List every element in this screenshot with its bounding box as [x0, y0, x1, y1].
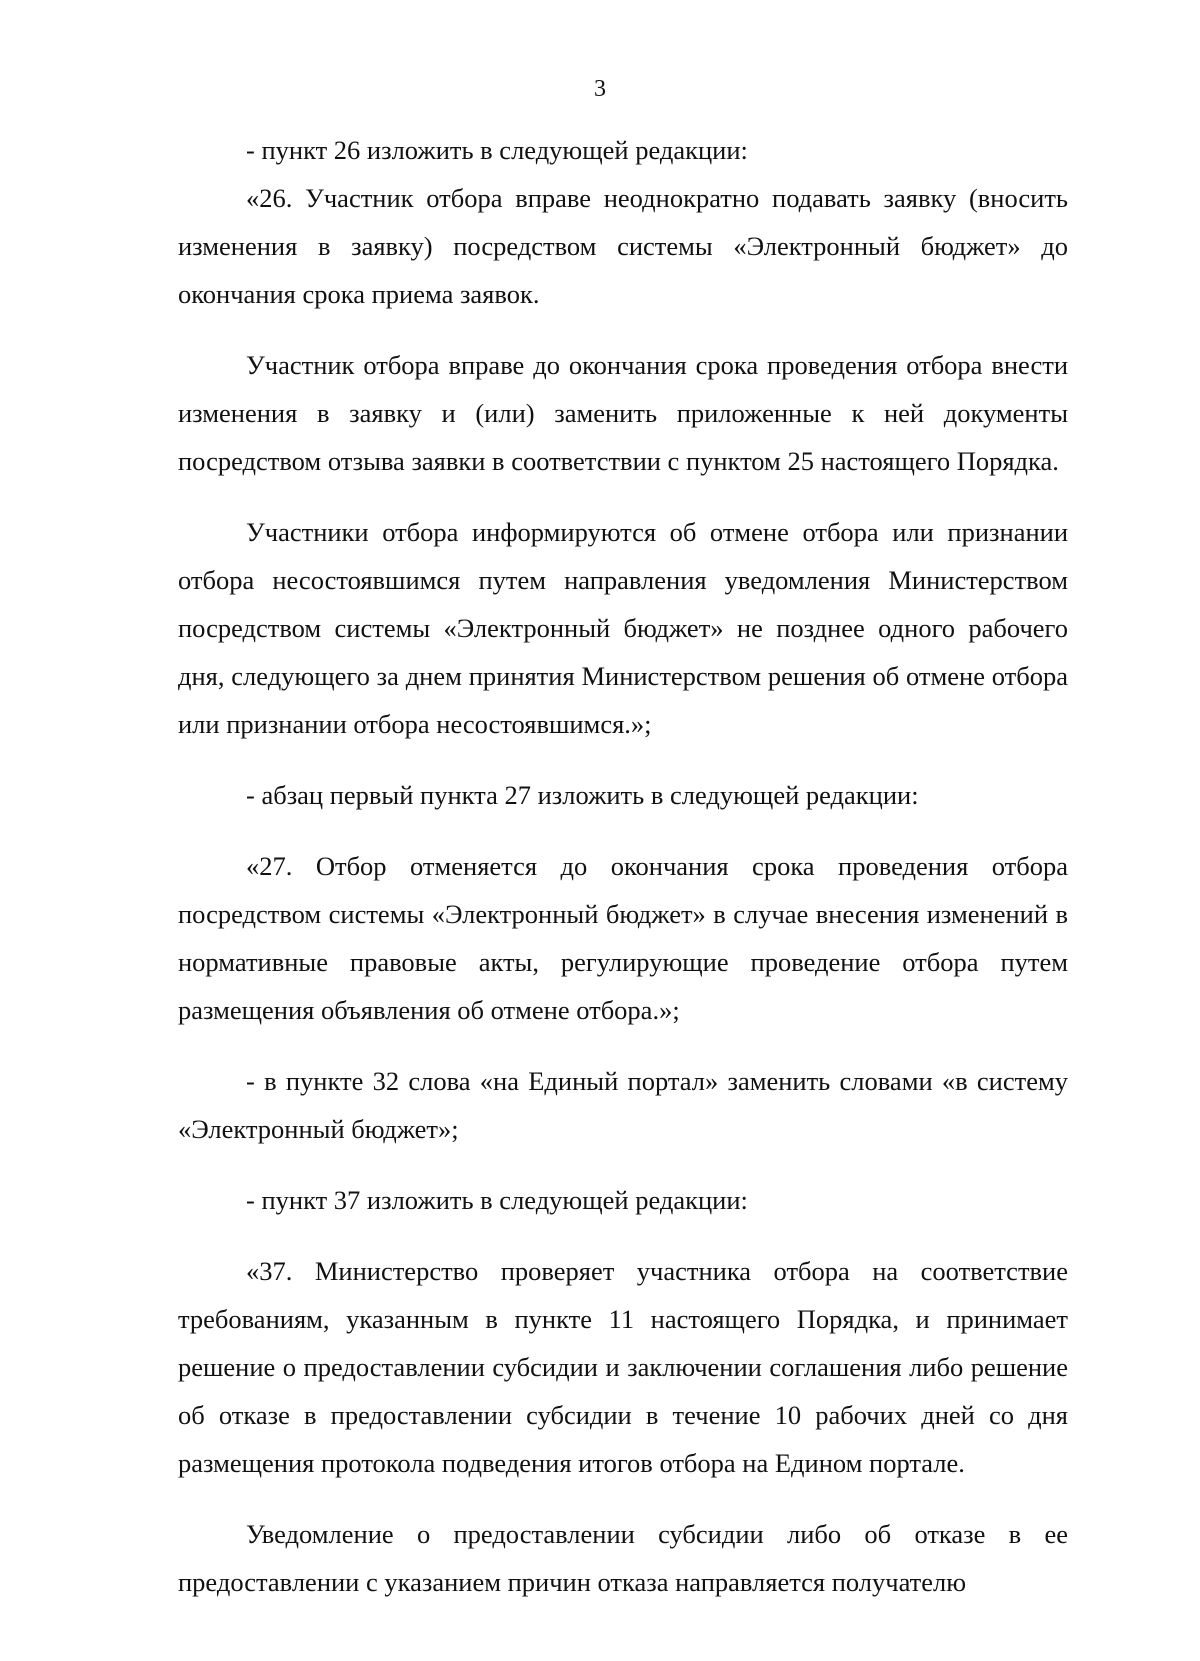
paragraph-item-27-heading: - абзац первый пункта 27 изложить в следующей редакции:	[246, 780, 919, 810]
paragraph-subsidy-notification: Уведомление о предоставлении субсидии либо об отказе в ее предоставлении с указанием причин отказа направляется получателю	[178, 1519, 1068, 1597]
paragraph-item-26-notification: Участники отбора информируются об отмене отбора или признании отбора несостоявшимся путем направления уведомления Министерством посредством системы «Электронный бюджет» не позднее одного рабочего дня, следующего за днем принятия Министерством решения об отмене отбора или признании отбора несостоявшимся.»;	[178, 517, 1068, 739]
paragraph-item-27-text: «27. Отбор отменяется до окончания срока проведения отбора посредством системы «Электронный бюджет» в случае внесения изменений в нормативные правовые акты, регулирующие проведение отбора путем размещения объявления об отмене отбора.»;	[178, 851, 1068, 1025]
page-number: 3	[594, 76, 606, 102]
document-body	[178, 126, 1068, 1606]
paragraph-item-37-text: «37. Министерство проверяет участника отбора на соответствие требованиям, указанным в пункте 11 настоящего Порядка, и принимает решение о предоставлении субсидии и заключении соглашения либо решение об отказе в предоставлении субсидии в течение 10 рабочих дней со дня размещения протокола подведения итогов отбора на Едином портале.	[178, 1256, 1068, 1478]
paragraph-item-32-change: - в пункте 32 слова «на Единый портал» заменить словами «в систему «Электронный бюджет»;	[178, 1066, 1068, 1144]
paragraph-item-26-changes: Участник отбора вправе до окончания срока проведения отбора внести изменения в заявку и (или) заменить приложенные к ней документы посредством отзыва заявки в соответствии с пунктом 25 настоящего Порядка.	[178, 350, 1068, 476]
paragraph-item-26-text: «26. Участник отбора вправе неоднократно подавать заявку (вносить изменения в заявку) посредством системы «Электронный бюджет» до окончания срока приема заявок.	[178, 183, 1068, 309]
paragraph-item-37-heading: - пункт 37 изложить в следующей редакции:	[246, 1185, 748, 1215]
paragraph-item-26-heading: - пункт 26 изложить в следующей редакции:	[246, 135, 748, 165]
